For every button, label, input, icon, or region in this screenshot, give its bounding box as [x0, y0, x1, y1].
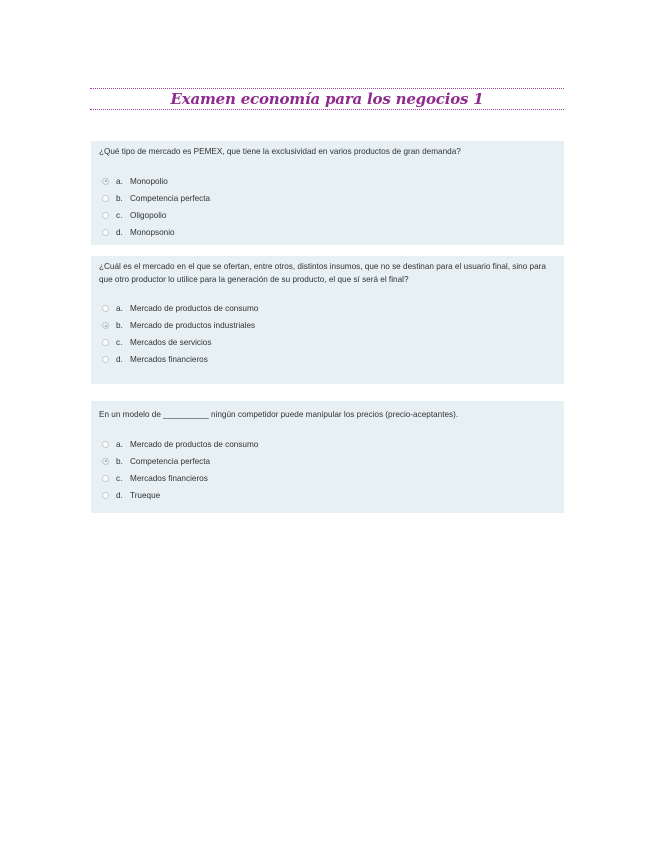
- option-label: Mercado de productos industriales: [130, 321, 256, 330]
- option-letter: d.: [116, 227, 123, 237]
- radio-icon[interactable]: [102, 441, 109, 448]
- option-letter: a.: [116, 439, 123, 449]
- option-letter: b.: [116, 321, 123, 330]
- radio-icon[interactable]: [102, 339, 109, 346]
- radio-icon[interactable]: [102, 229, 109, 236]
- radio-selected-icon[interactable]: [102, 322, 109, 329]
- option-a[interactable]: [99, 436, 556, 453]
- option-letter: c.: [116, 338, 123, 347]
- option-letter: b.: [116, 193, 123, 203]
- radio-icon[interactable]: [102, 195, 109, 202]
- question-text: ¿Qué tipo de mercado es PEMEX, que tiene la exclusividad en varios productos de gran demanda?: [99, 147, 461, 156]
- option-d[interactable]: [99, 224, 556, 241]
- option-b[interactable]: [99, 453, 556, 470]
- question-card-3: [91, 401, 564, 513]
- answer-options: [99, 300, 556, 368]
- option-a[interactable]: [99, 173, 556, 190]
- exam-header: [90, 88, 564, 110]
- option-c[interactable]: [99, 334, 556, 351]
- radio-icon[interactable]: [102, 356, 109, 363]
- option-letter: a.: [116, 304, 123, 313]
- option-label: Trueque: [130, 490, 161, 500]
- option-letter: b.: [116, 456, 123, 466]
- question-text: ¿Cuál es el mercado en el que se ofertan, entre otros, distintos insumos, que no se destinan para el usuario final, sino para que otro productor lo utilice para la generación de su producto, el que sí será el final?: [99, 262, 546, 284]
- option-label: Mercados de servicios: [130, 338, 212, 347]
- option-label: Competencia perfecta: [130, 193, 211, 203]
- option-d[interactable]: [99, 487, 556, 504]
- option-letter: a.: [116, 176, 123, 186]
- option-c[interactable]: [99, 207, 556, 224]
- option-letter: d.: [116, 490, 123, 500]
- question-text: En un modelo de __________ ningún competidor puede manipular los precios (precio-aceptantes).: [99, 410, 459, 419]
- question-card-2: [91, 256, 564, 384]
- option-letter: c.: [116, 473, 123, 483]
- option-label: Mercado de productos de consumo: [130, 304, 259, 313]
- option-b[interactable]: [99, 190, 556, 207]
- radio-icon[interactable]: [102, 212, 109, 219]
- question-card-1: [91, 141, 564, 245]
- radio-icon[interactable]: [102, 492, 109, 499]
- radio-icon[interactable]: [102, 475, 109, 482]
- option-label: Mercado de productos de consumo: [130, 439, 259, 449]
- answer-options: [99, 173, 556, 241]
- radio-selected-icon[interactable]: [102, 178, 109, 185]
- answer-options: [99, 436, 556, 504]
- option-label: Competencia perfecta: [130, 456, 211, 466]
- option-d[interactable]: [99, 351, 556, 368]
- option-letter: d.: [116, 355, 123, 364]
- option-label: Oligopolio: [130, 210, 167, 220]
- option-label: Monopsonio: [130, 227, 175, 237]
- exam-title: Examen economía para los negocios 1: [170, 90, 484, 108]
- option-label: Mercados financieros: [130, 355, 208, 364]
- option-b[interactable]: [99, 317, 556, 334]
- radio-selected-icon[interactable]: [102, 458, 109, 465]
- radio-icon[interactable]: [102, 305, 109, 312]
- option-label: Mercados financieros: [130, 473, 208, 483]
- option-letter: c.: [116, 210, 123, 220]
- option-label: Monopolio: [130, 176, 168, 186]
- option-c[interactable]: [99, 470, 556, 487]
- option-a[interactable]: [99, 300, 556, 317]
